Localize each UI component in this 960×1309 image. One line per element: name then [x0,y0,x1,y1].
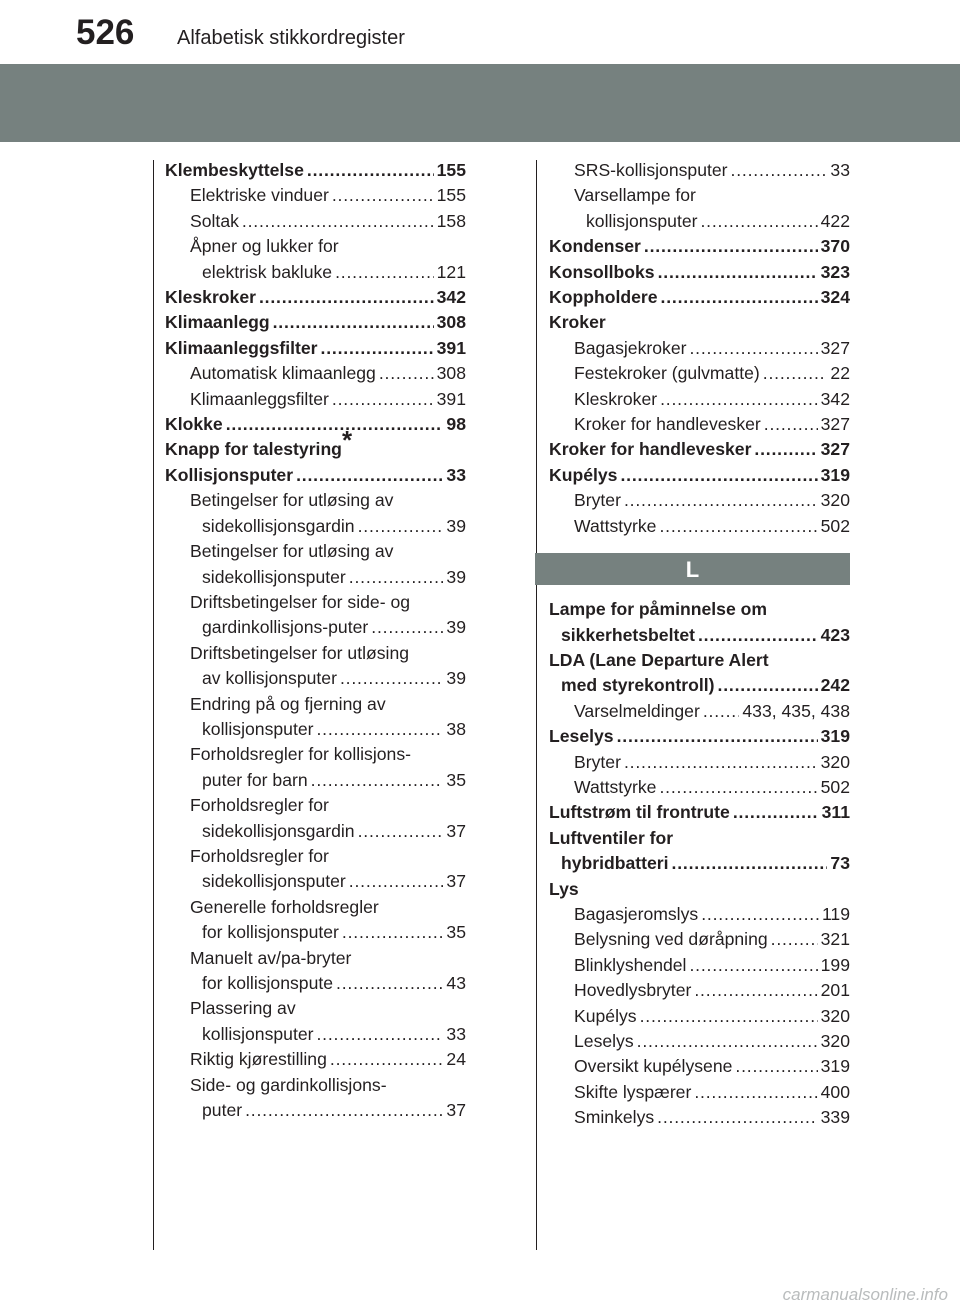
index-subentry: Kupélys ..... 320 [549,1004,850,1029]
index-entry: Klimaanleggsfilter ..... 391 [165,336,466,361]
index-entry: Lampe for påminnelse om [549,599,768,620]
index-entry: Konsollboks ..... 323 [549,260,850,285]
index-subentry: Leselys ..... 320 [549,1029,850,1054]
index-subentry-cont: sidekollisjonsputer ..... 37 [165,869,466,894]
index-entry: Lys [549,878,579,899]
index-subentry: Forholdsregler for [190,795,329,816]
index-entry: Klimaanlegg ..... 308 [165,310,466,335]
index-subentry: Festekroker (gulvmatte) ..... 22 [549,361,850,386]
index-entry: Klokke ..... 98 [165,412,466,437]
index-subentry: Bagasjekroker ..... 327 [549,336,850,361]
index-subentry-cont: for kollisjonspute ..... 43 [165,971,466,996]
index-entry: Luftstrøm til frontrute ..... 311 [549,800,850,825]
page-header [0,0,960,56]
index-entry: Kleskroker ..... 342 [165,285,466,310]
index-subentry: Bryter ..... 320 [549,750,850,775]
index-subentry: Skifte lyspærer ..... 400 [549,1080,850,1105]
index-subentry: Driftsbetingelser for utløsing [190,642,410,663]
index-subentry: Sminkelys ..... 339 [549,1105,850,1130]
index-entry: LDA (Lane Departure Alert [549,649,769,670]
index-subentry: Generelle forholdsregler [190,896,379,917]
index-subentry: Varselmeldinger ..... 433, 435, 438 [549,699,850,724]
index-entry: Klembeskyttelse ..... 155 [165,158,466,183]
index-entry: Kupélys ..... 319 [549,463,850,488]
index-entry-cont: sikkerhetsbeltet ..... 423 [549,623,850,648]
index-subentry: Elektriske vinduer ..... 155 [165,183,466,208]
page-number: 526 [76,13,135,52]
index-subentry: Side- og gardinkollisjons- [190,1074,387,1095]
index-subentry-cont: puter for barn ..... 35 [165,768,466,793]
index-subentry-cont: av kollisjonsputer ..... 39 [165,666,466,691]
index-subentry: Belysning ved døråpning ..... 321 [549,927,850,952]
index-subentry: Plassering av [190,998,296,1019]
index-subentry-cont: kollisjonsputer ..... 33 [165,1022,466,1047]
index-subentry: Automatisk klimaanlegg ..... 308 [165,361,466,386]
index-entry: Luftventiler for [549,827,674,848]
index-entry: Kroker for handlevesker ..... 327 [549,437,850,462]
column-rule-middle [536,160,537,1250]
index-entry: Knapp for talestyring* [165,425,353,460]
asterisk-mark: * [341,425,353,456]
header-band [0,64,960,142]
index-subentry: Manuelt av/pa-bryter [190,947,352,968]
index-subentry: Betingelser for utløsing av [190,490,394,511]
index-subentry: Forholdsregler for [190,845,329,866]
index-entry: Leselys ..... 319 [549,724,850,749]
index-subentry: Varsellampe for [574,185,696,206]
index-entry-cont: med styrekontroll) ..... 242 [549,673,850,698]
index-subentry: Forholdsregler for kollisjons- [190,744,411,765]
index-subentry-cont: sidekollisjonsgardin ..... 37 [165,819,466,844]
index-subentry: Åpner og lukker for [190,236,339,257]
index-subentry: Klimaanleggsfilter ..... 391 [165,387,466,412]
index-subentry: Wattstyrke ..... 502 [549,775,850,800]
index-subentry-cont: kollisjonsputer ..... 422 [549,209,850,234]
index-subentry-cont: gardinkollisjons-puter ..... 39 [165,615,466,640]
index-subentry: Bryter ..... 320 [549,488,850,513]
index-subentry: Riktig kjørestilling ..... 24 [165,1047,466,1072]
index-subentry-cont: for kollisjonsputer ..... 35 [165,920,466,945]
column-rule-left [153,160,154,1250]
index-subentry: Endring på og fjerning av [190,693,386,714]
index-subentry: SRS-kollisjonsputer ..... 33 [549,158,850,183]
index-entry: Kroker [549,312,606,333]
index-subentry: Wattstyrke ..... 502 [549,514,850,539]
index-entry: Koppholdere ..... 324 [549,285,850,310]
index-subentry-cont: puter ..... 37 [165,1098,466,1123]
index-subentry-cont: elektrisk bakluke ..... 121 [165,260,466,285]
index-subentry-cont: sidekollisjonsgardin ..... 39 [165,514,466,539]
index-column-left [165,158,466,1123]
section-letter-band: L [535,553,850,585]
index-subentry-cont: sidekollisjonsputer ..... 39 [165,565,466,590]
index-subentry: Bagasjeromslys ..... 119 [549,902,850,927]
index-column-right [549,158,850,1131]
index-subentry: Driftsbetingelser for side- og [190,591,411,612]
index-entry: Kondenser ..... 370 [549,234,850,259]
index-entry: Kollisjonsputer ..... 33 [165,463,466,488]
index-subentry-cont: kollisjonsputer ..... 38 [165,717,466,742]
index-entry-cont: hybridbatteri ..... 73 [549,851,850,876]
index-subentry: Soltak ..... 158 [165,209,466,234]
index-subentry: Blinklyshendel ..... 199 [549,953,850,978]
watermark: carmanualsonline.info [782,1285,948,1304]
page-title: Alfabetisk stikkordregister [177,27,405,49]
index-subentry: Kleskroker ..... 342 [549,387,850,412]
index-subentry: Kroker for handlevesker ..... 327 [549,412,850,437]
index-subentry: Betingelser for utløsing av [190,541,394,562]
index-subentry: Hovedlysbryter ..... 201 [549,978,850,1003]
index-subentry: Oversikt kupélysene ..... 319 [549,1054,850,1079]
